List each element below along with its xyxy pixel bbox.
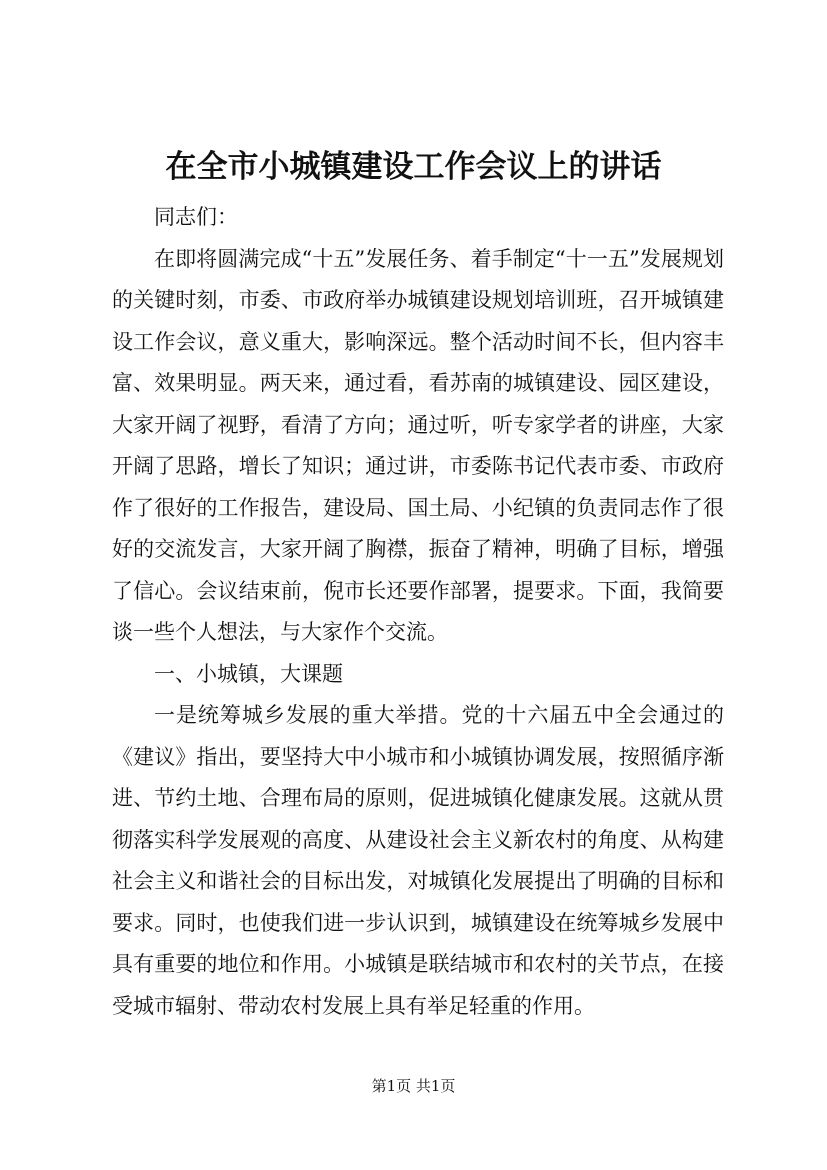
document-body	[112, 197, 724, 1027]
document-title: 在全市小城镇建设工作会议上的讲话	[165, 149, 662, 185]
page-footer: 第1页 共1页	[371, 1077, 456, 1095]
paragraph-intro: 在即将圆满完成“十五”发展任务、着手制定“十一五”发展规划的关键时刻，市委、市政府举办城镇建设规划培训班，召开城镇建设工作会议，意义重大，影响深远。整个活动时间不长，但内容丰富、效果明显。两天来，通过看，看苏南的城镇建设、园区建设，大家开阔了视野，看清了方向；通过听，听专家学者的讲座，大家开阔了思路，增长了知识；通过讲，市委陈书记代表市委、市政府作了很好的工作报告，建设局、国土局、小纪镇的负责同志作了很好的交流发言，大家开阔了胸襟，振奋了精神，明确了目标，增强了信心。会议结束前，倪市长还要作部署，提要求。下面，我简要谈一些个人想法，与大家作个交流。	[112, 246, 724, 644]
salutation: 同志们：	[154, 205, 238, 229]
section-heading: 一、小城镇，大课题	[154, 661, 343, 686]
paragraph-section-one: 一是统筹城乡发展的重大举措。党的十六届五中全会通过的《建议》指出，要坚持大中小城市和小城镇协调发展，按照循序渐进、节约土地、合理布局的原则，促进城镇化健康发展。这就从贯彻落实科学发展观的高度、从建设社会主义新农村的角度、从构建社会主义和谐社会的目标出发，对城镇化发展提出了明确的目标和要求。同时，也使我们进一步认识到，城镇建设在统筹城乡发展中具有重要的地位和作用。小城镇是联结城市和农村的关节点，在接受城市辐射、带动农村发展上具有举足轻重的作用。	[112, 703, 724, 1018]
